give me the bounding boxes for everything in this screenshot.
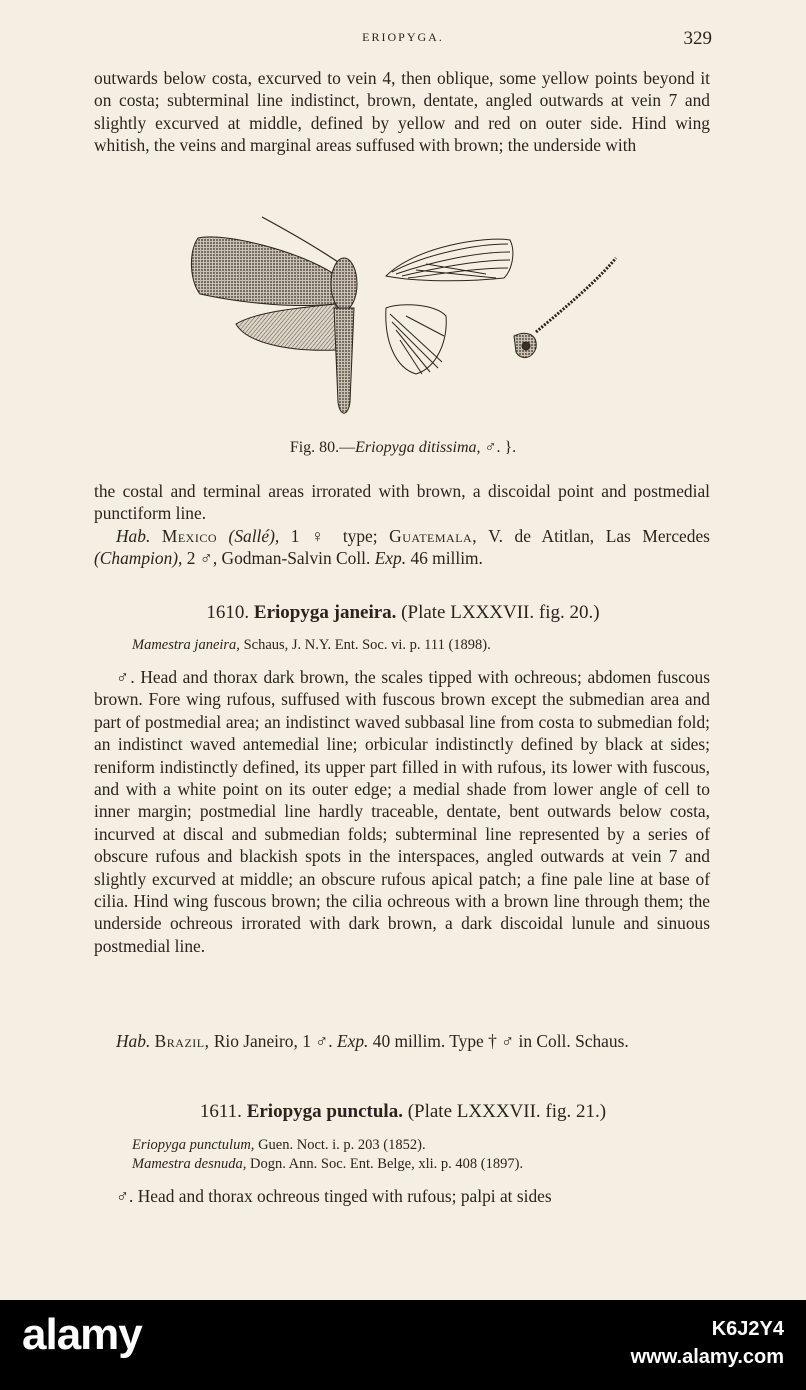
figure-caption — [0, 439, 806, 457]
species-plate: (Plate LXXXVII. fig. 21.) — [407, 1101, 607, 1122]
hab-size: 46 millim. — [410, 548, 483, 569]
forewing-venation — [386, 239, 513, 281]
running-title: ERIOPYGA. — [362, 30, 444, 44]
hab-exp-label: Exp. — [337, 1031, 369, 1051]
moth-abdomen — [334, 308, 354, 413]
site-url: www.alamy.com — [630, 1346, 784, 1368]
caption-scale: }. — [504, 439, 517, 456]
species-1611-heading — [0, 1101, 806, 1123]
synonym-name: Mamestra desnuda, — [132, 1156, 247, 1172]
species-1610-habitat — [94, 1030, 710, 1052]
hab-country-1: Mexico — [161, 526, 217, 546]
moth-hindwing — [236, 304, 336, 350]
synonym-reference: Schaus, J. N.Y. Ent. Soc. vi. p. 111 (1898). — [243, 637, 491, 653]
species-name: Eriopyga janeira. — [253, 602, 397, 623]
habitat-paragraph-1 — [94, 525, 710, 570]
alamy-logo: alamy — [22, 1310, 142, 1359]
species-1610-description: ♂. Head and thorax dark brown, the scales tipped with ochreous; abdomen fuscous brown. Fore wing rufous, suffused with fuscous brown except the submedian area and part of postmedial area; an indistinct waved subbasal line from costa to submedian fold; an indistinct waved antemedial line; orbicular indistinctly defined by black at sides; reniform indistinctly defined, its upper part filled in with rufous, its lower with fuscous, and with a white point on its outer edge; a medial shade from lower angle of cell to inner margin; postmedial line hardly traceable, dentate, bent outwards below costa, incurved at discal and submedian folds; subterminal line represented by a series of obscure rufous and blackish spots in the interspaces, angled outwards at vein 7 and slightly excurved at middle; an obscure rufous apical patch; a fine pale line at base of cilia. Hind wing fuscous brown; the cilia ochreous with a brown line through them; the underside ochreous irrorated with dark brown, a dark discoidal lunule and sinuous postmedial line. — [94, 667, 710, 956]
species-number: 1610. — [206, 602, 250, 623]
species-1611-description: ♂. Head and thorax ochreous tinged with rufous; palpi at sides — [116, 1186, 552, 1206]
species-1610-synonym — [132, 636, 491, 655]
hab-locality-2: V. de Atitlan, Las Mercedes — [488, 526, 710, 546]
head-palpus-detail — [514, 333, 536, 357]
hab-collector-1: (Sallé), — [228, 526, 280, 546]
hab-locality: Rio Janeiro, 1 ♂. — [213, 1031, 333, 1051]
hab-label: Hab. — [116, 1031, 151, 1051]
synonym-reference: Dogn. Ann. Soc. Ent. Belge, xli. p. 408 (1897). — [250, 1156, 524, 1172]
species-1611-synonym-2 — [132, 1155, 523, 1174]
caption-sex: ♂. — [484, 439, 501, 456]
page-number: 329 — [683, 28, 712, 49]
synonym-name: Mamestra janeira, — [132, 637, 240, 653]
hab-collector-2: (Champion), — [94, 548, 183, 569]
caption-prefix: Fig. 80.— — [289, 439, 356, 456]
species-number: 1611. — [199, 1101, 242, 1122]
hab-exp-label: Exp. — [374, 548, 407, 569]
species-1610-heading — [0, 602, 806, 624]
image-id: K6J2Y4 — [711, 1318, 784, 1340]
hab-specimens-2: 2 ♂, Godman-Salvin Coll. — [186, 548, 371, 569]
antenna-detail — [536, 258, 616, 332]
hab-label: Hab. — [116, 526, 151, 546]
synonym-name: Eriopyga punctulum, — [132, 1137, 255, 1153]
hindwing-venation — [386, 305, 446, 374]
species-plate: (Plate LXXXVII. fig. 20.) — [401, 602, 600, 623]
moth-figure — [186, 212, 626, 434]
continuation-paragraph: the costal and terminal areas irrorated with brown, a discoidal point and postmedial punctiform line. — [94, 481, 710, 524]
hab-country: Brazil, — [154, 1031, 210, 1051]
species-1611-synonym-1 — [132, 1136, 426, 1155]
hab-country-2: Guatemala, — [389, 526, 478, 546]
hab-specimens-1: 1 ♀ type; — [290, 526, 378, 546]
species-name: Eriopyga punctula. — [246, 1101, 403, 1122]
moth-thorax — [331, 258, 357, 310]
caption-species: Eriopyga ditissima, — [355, 439, 481, 456]
intro-paragraph: outwards below costa, excurved to vein 4, then oblique, some yellow points beyond it on costa; subterminal line indistinct, brown, dentate, angled outwards at vein 7 and slightly excurved at middle, defined by yellow and red on outer side. Hind wing whitish, the veins and marginal areas suffused with brown; the underside with — [94, 68, 710, 156]
synonym-reference: Guen. Noct. i. p. 203 (1852). — [258, 1137, 426, 1153]
hab-size-type: 40 millim. Type † ♂ in Coll. Schaus. — [372, 1031, 629, 1051]
